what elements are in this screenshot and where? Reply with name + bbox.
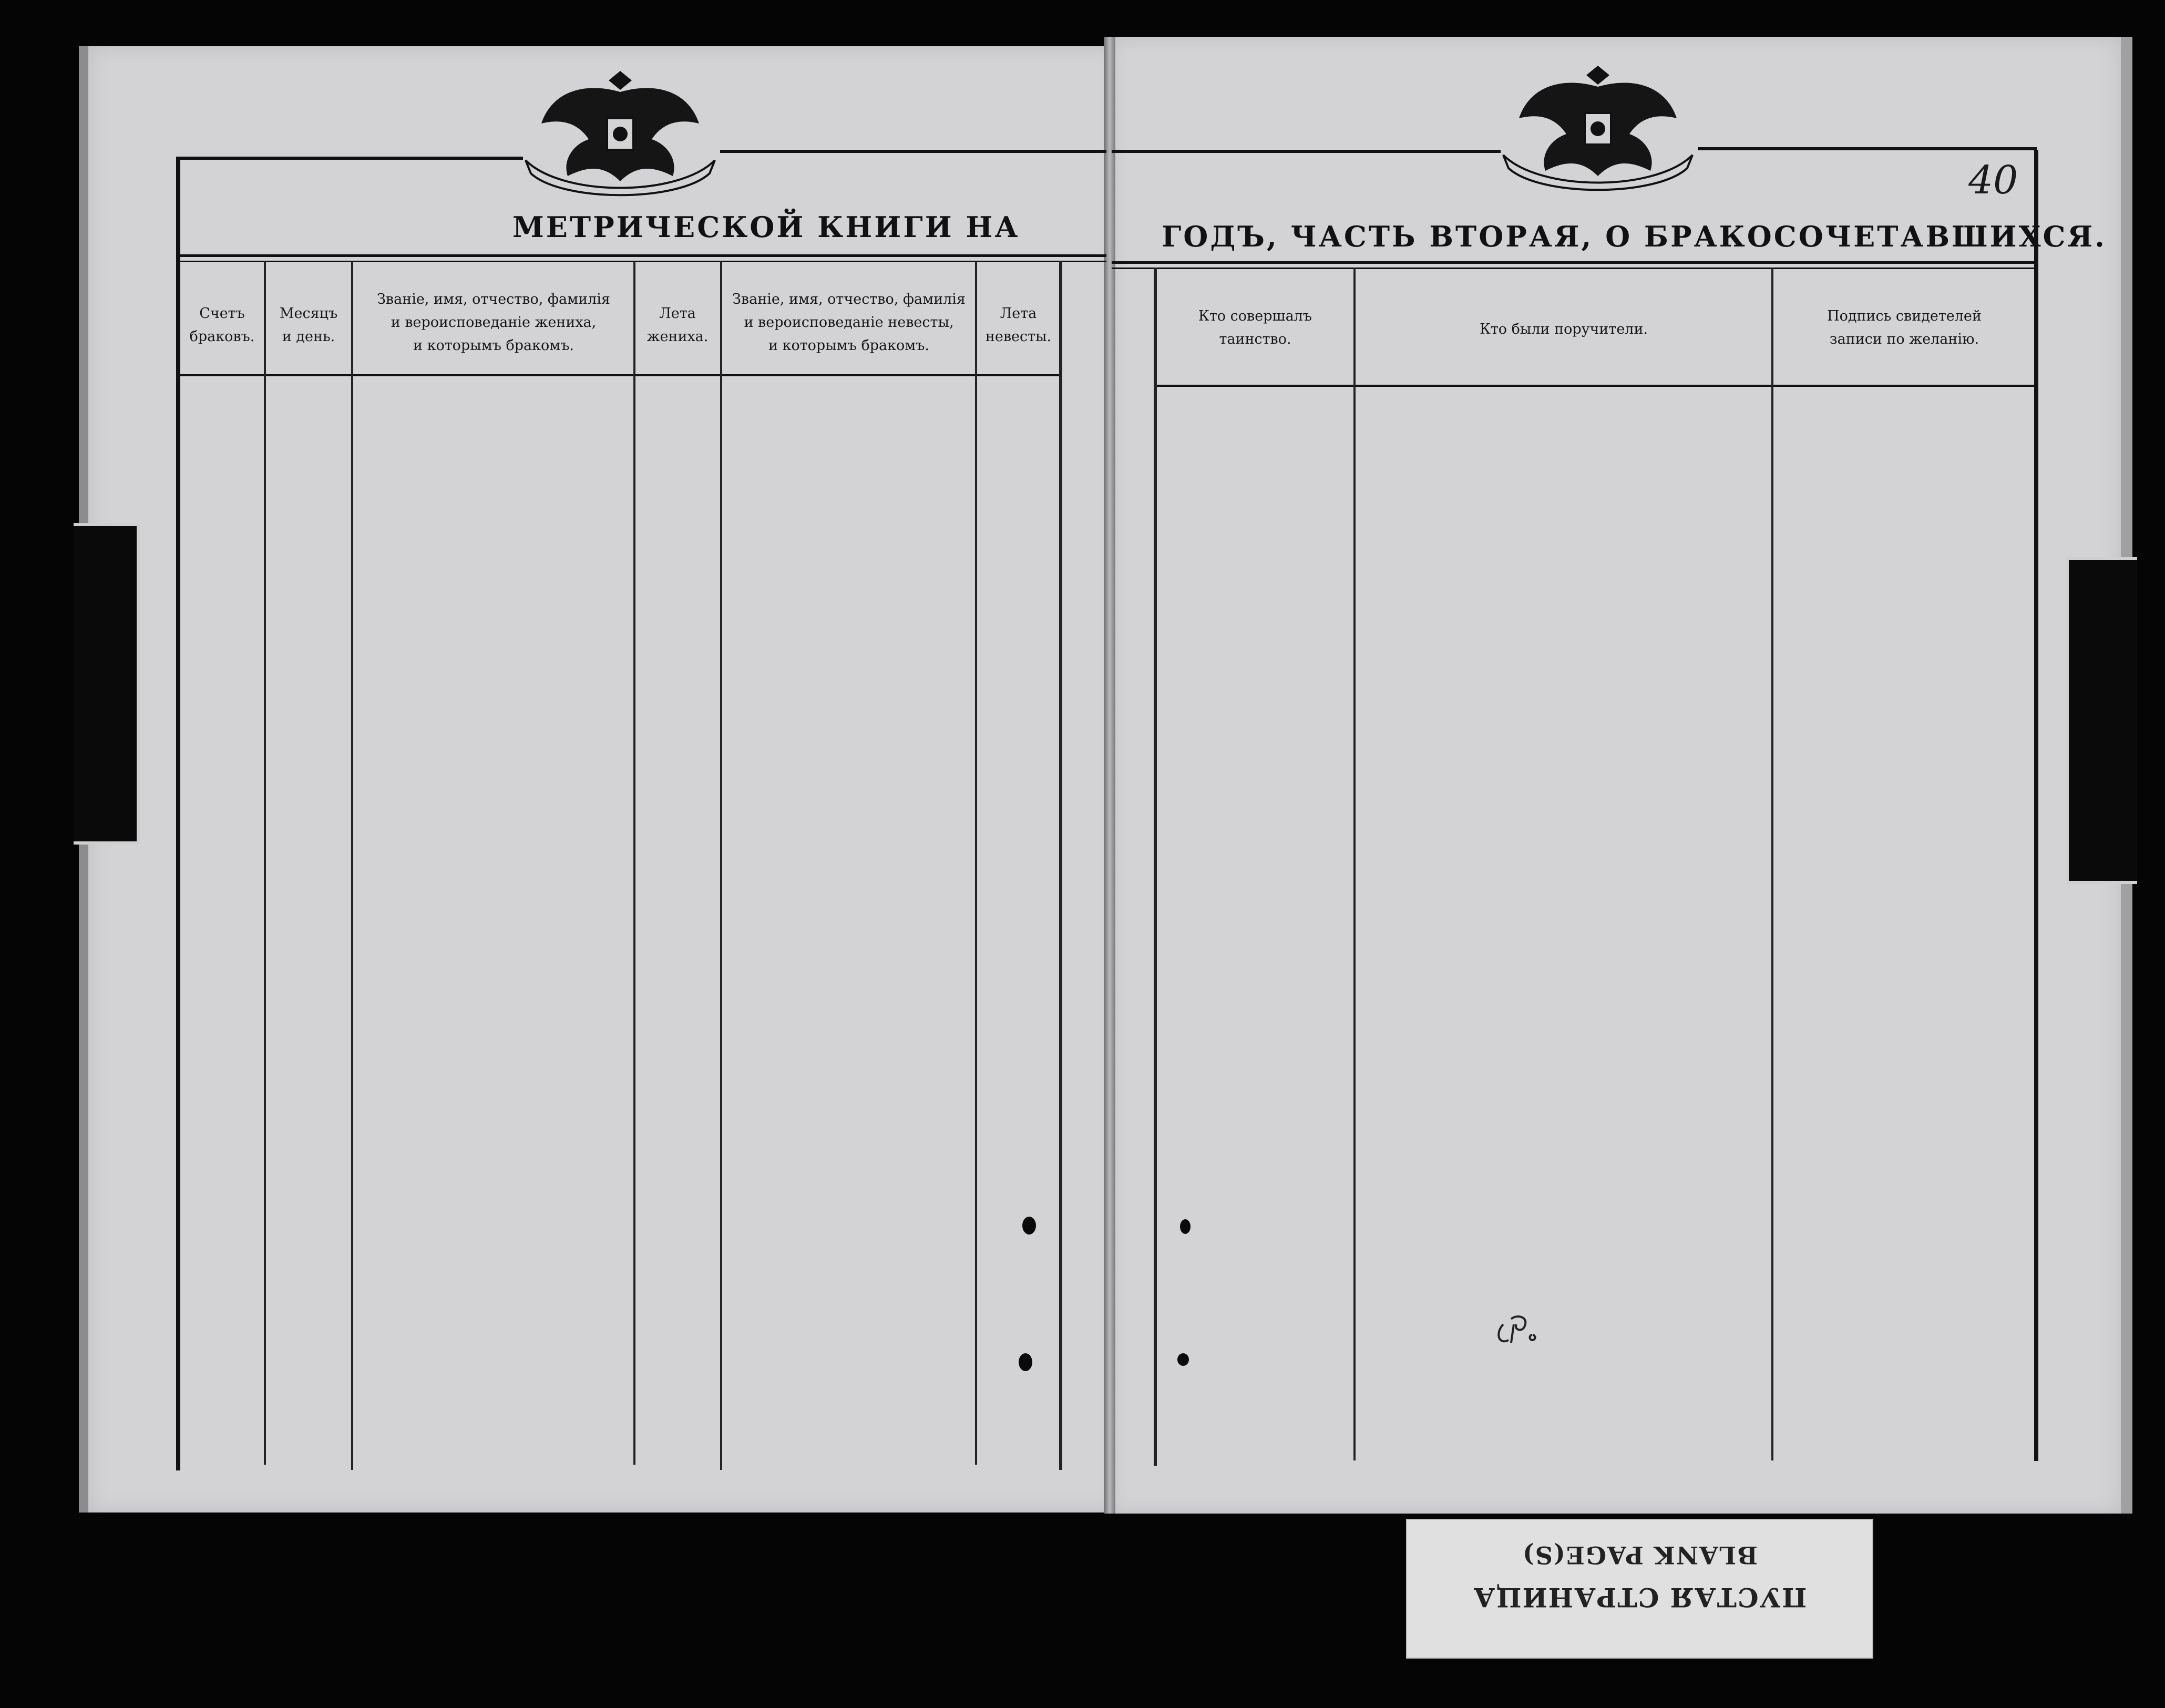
- column-header-month-day: Месяцъ и день.: [279, 305, 338, 345]
- double-headed-eagle-crest-icon: [1498, 55, 1698, 192]
- binding-hole: [1022, 1217, 1036, 1234]
- right-page-tab: [2066, 557, 2137, 884]
- binding-hole: [1019, 1353, 1032, 1371]
- left-page: [79, 46, 1119, 1512]
- column-header-sponsors: Кто были поручители.: [1479, 321, 1648, 337]
- column-header-marriage-count: Счетъ браковъ.: [189, 305, 255, 345]
- column-header-groom-age: Лета жениха.: [647, 305, 709, 345]
- left-page-tab: [74, 523, 140, 845]
- right-page: [1109, 37, 2132, 1514]
- stamp-text-english: BLANK PAGE(S): [1522, 1541, 1758, 1569]
- column-header-witness-signatures: Подпись свидетелей записи по желанію.: [1827, 308, 1982, 347]
- handwritten-mark: [1493, 1309, 1551, 1351]
- title-left: МЕТРИЧЕСКОЙ КНИГИ НА: [512, 210, 1020, 244]
- column-header-groom-details: Званіе, имя, отчество, фамилія и вероисповеданіе жениха, и которымъ бракомъ.: [377, 291, 610, 354]
- column-header-bride-age: Лета невесты.: [985, 305, 1052, 345]
- page-number: 40: [1968, 158, 2018, 203]
- column-header-officiant: Кто совершалъ таинство.: [1198, 308, 1312, 347]
- binding-hole: [1177, 1353, 1189, 1366]
- binding-hole: [1180, 1219, 1191, 1234]
- blank-page-stamp: [1406, 1519, 1873, 1659]
- column-header-bride-details: Званіе, имя, отчество, фамилія и вероисповеданіе невесты, и которымъ бракомъ.: [732, 291, 966, 354]
- double-headed-eagle-crest-icon: [520, 60, 720, 197]
- book-spine: [1104, 37, 1115, 1514]
- title-right: ГОДЪ, ЧАСТЬ ВТОРАЯ, О БРАКОСОЧЕТАВШИХСЯ.: [1162, 220, 2107, 253]
- stamp-text-russian: ПУСТАЯ СТРАНИЦА: [1472, 1582, 1807, 1613]
